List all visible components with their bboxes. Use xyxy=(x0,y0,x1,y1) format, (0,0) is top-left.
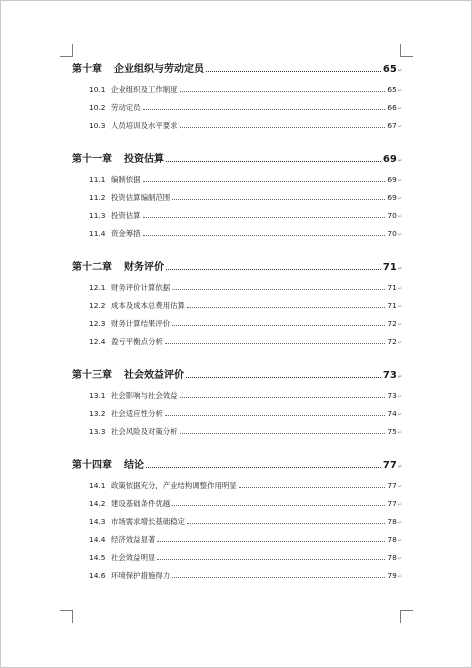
chapter-page-number: 77 xyxy=(382,460,397,471)
section-page-number: 78 xyxy=(387,535,397,544)
section-page-number: 78 xyxy=(387,517,397,526)
section-number: 12.3 xyxy=(89,319,106,328)
toc-section-entry[interactable] xyxy=(72,408,402,426)
section-title: 社会适应性分析 xyxy=(111,409,163,418)
chapter-number: 第十章 xyxy=(72,64,102,75)
dot-leader xyxy=(146,467,381,468)
toc-section-list xyxy=(72,282,402,354)
chapter-title: 企业组织与劳动定员 xyxy=(114,64,204,75)
toc-section-entry[interactable] xyxy=(72,552,402,570)
dot-leader xyxy=(143,217,386,218)
dot-leader xyxy=(187,523,385,524)
toc-section-list xyxy=(72,174,402,246)
toc-section-entry[interactable] xyxy=(72,426,402,444)
dot-leader xyxy=(180,397,386,398)
section-title: 资金筹措 xyxy=(111,229,141,238)
crop-mark-top-right xyxy=(400,44,413,57)
section-title: 财务评价计算依据 xyxy=(111,283,171,292)
section-number: 14.4 xyxy=(89,535,106,544)
paragraph-mark-icon: ↵ xyxy=(397,68,402,74)
chapter-page-number: 65 xyxy=(382,64,397,75)
section-number: 14.2 xyxy=(89,499,106,508)
dot-leader xyxy=(172,199,385,200)
paragraph-mark-icon: ↵ xyxy=(397,430,402,436)
paragraph-mark-icon: ↵ xyxy=(397,394,402,400)
crop-mark-top-left xyxy=(60,44,73,57)
section-number: 10.3 xyxy=(89,121,106,130)
section-title: 政策依据充分，产业结构调整作用明显 xyxy=(111,481,237,490)
section-title: 社会影响与社会效益 xyxy=(111,391,178,400)
section-number: 13.2 xyxy=(89,409,106,418)
toc-section-entry[interactable] xyxy=(72,498,402,516)
section-title: 社会效益明显 xyxy=(111,553,156,562)
dot-leader xyxy=(143,235,386,236)
section-page-number: 77 xyxy=(387,499,397,508)
crop-mark-bottom-left xyxy=(60,610,73,623)
section-title: 盈亏平衡点分析 xyxy=(111,337,163,346)
chapter-number: 第十三章 xyxy=(72,370,112,381)
paragraph-mark-icon: ↵ xyxy=(397,464,402,470)
toc-chapter-entry[interactable] xyxy=(72,150,402,166)
toc-section-entry[interactable] xyxy=(72,300,402,318)
section-number: 14.6 xyxy=(89,571,106,580)
section-title: 人员培训及水平要求 xyxy=(111,121,178,130)
paragraph-mark-icon: ↵ xyxy=(397,574,402,580)
section-number: 13.1 xyxy=(89,391,106,400)
table-of-contents xyxy=(72,60,402,588)
chapter-title: 结论 xyxy=(124,460,144,471)
paragraph-mark-icon: ↵ xyxy=(397,214,402,220)
chapter-page-number: 71 xyxy=(382,262,397,273)
dot-leader xyxy=(143,181,386,182)
section-page-number: 78 xyxy=(387,553,397,562)
section-title: 成本及成本总费用估算 xyxy=(111,301,185,310)
paragraph-mark-icon: ↵ xyxy=(397,196,402,202)
dot-leader xyxy=(186,377,381,378)
toc-section-entry[interactable] xyxy=(72,534,402,552)
toc-section-entry[interactable] xyxy=(72,192,402,210)
toc-section-entry[interactable] xyxy=(72,318,402,336)
paragraph-mark-icon: ↵ xyxy=(397,412,402,418)
section-page-number: 70 xyxy=(387,211,397,220)
dot-leader xyxy=(157,541,385,542)
section-number: 14.5 xyxy=(89,553,106,562)
chapter-page-number: 69 xyxy=(382,154,397,165)
toc-section-entry[interactable] xyxy=(72,480,402,498)
toc-chapter-entry[interactable] xyxy=(72,366,402,382)
section-page-number: 72 xyxy=(387,319,397,328)
toc-chapter-entry[interactable] xyxy=(72,60,402,76)
chapter-title: 投资估算 xyxy=(124,154,164,165)
section-title: 投资估算编制范围 xyxy=(111,193,171,202)
paragraph-mark-icon: ↵ xyxy=(397,106,402,112)
section-number: 11.3 xyxy=(89,211,106,220)
toc-section-entry[interactable] xyxy=(72,228,402,246)
toc-section-entry[interactable] xyxy=(72,120,402,138)
section-title: 社会风险及对策分析 xyxy=(111,427,178,436)
section-page-number: 75 xyxy=(387,427,397,436)
dot-leader xyxy=(180,127,386,128)
section-page-number: 74 xyxy=(387,409,397,418)
section-number: 11.2 xyxy=(89,193,106,202)
section-page-number: 67 xyxy=(387,121,397,130)
section-number: 14.3 xyxy=(89,517,106,526)
section-number: 12.2 xyxy=(89,301,106,310)
toc-section-entry[interactable] xyxy=(72,102,402,120)
section-title: 编制依据 xyxy=(111,175,141,184)
section-page-number: 79 xyxy=(387,571,397,580)
section-number: 10.1 xyxy=(89,85,106,94)
dot-leader xyxy=(206,71,381,72)
dot-leader xyxy=(180,433,386,434)
paragraph-mark-icon: ↵ xyxy=(397,374,402,380)
chapter-title: 社会效益评价 xyxy=(124,370,184,381)
toc-section-list xyxy=(72,84,402,138)
dot-leader xyxy=(165,415,386,416)
paragraph-mark-icon: ↵ xyxy=(397,158,402,164)
paragraph-mark-icon: ↵ xyxy=(397,124,402,130)
section-page-number: 71 xyxy=(387,283,397,292)
section-page-number: 71 xyxy=(387,301,397,310)
section-page-number: 70 xyxy=(387,229,397,238)
toc-section-entry[interactable] xyxy=(72,570,402,588)
paragraph-mark-icon: ↵ xyxy=(397,286,402,292)
section-page-number: 73 xyxy=(387,391,397,400)
dot-leader xyxy=(166,161,381,162)
toc-chapter-entry[interactable] xyxy=(72,258,402,274)
dot-leader xyxy=(143,109,386,110)
dot-leader xyxy=(157,559,385,560)
section-title: 环境保护措施得力 xyxy=(111,571,171,580)
toc-section-entry[interactable] xyxy=(72,516,402,534)
section-title: 建设基础条件优越 xyxy=(111,499,171,508)
section-number: 11.4 xyxy=(89,229,106,238)
toc-section-entry[interactable] xyxy=(72,282,402,300)
dot-leader xyxy=(180,91,386,92)
section-title: 企业组织及工作制度 xyxy=(111,85,178,94)
paragraph-mark-icon: ↵ xyxy=(397,304,402,310)
dot-leader xyxy=(172,505,385,506)
dot-leader xyxy=(172,577,385,578)
toc-section-entry[interactable] xyxy=(72,84,402,102)
toc-section-list xyxy=(72,390,402,444)
section-title: 市场需求增长基础稳定 xyxy=(111,517,185,526)
paragraph-mark-icon: ↵ xyxy=(397,266,402,272)
paragraph-mark-icon: ↵ xyxy=(397,340,402,346)
paragraph-mark-icon: ↵ xyxy=(397,502,402,508)
chapter-number: 第十一章 xyxy=(72,154,112,165)
chapter-number: 第十二章 xyxy=(72,262,112,273)
paragraph-mark-icon: ↵ xyxy=(397,178,402,184)
toc-chapter-entry[interactable] xyxy=(72,456,402,472)
section-title: 经济效益显著 xyxy=(111,535,156,544)
paragraph-mark-icon: ↵ xyxy=(397,556,402,562)
section-page-number: 72 xyxy=(387,337,397,346)
section-page-number: 77 xyxy=(387,481,397,490)
chapter-page-number: 73 xyxy=(382,370,397,381)
section-page-number: 69 xyxy=(387,175,397,184)
dot-leader xyxy=(172,325,385,326)
toc-section-entry[interactable] xyxy=(72,210,402,228)
paragraph-mark-icon: ↵ xyxy=(397,538,402,544)
section-number: 12.4 xyxy=(89,337,106,346)
dot-leader xyxy=(239,487,386,488)
section-page-number: 69 xyxy=(387,193,397,202)
chapter-number: 第十四章 xyxy=(72,460,112,471)
dot-leader xyxy=(187,307,385,308)
section-title: 投资估算 xyxy=(111,211,141,220)
paragraph-mark-icon: ↵ xyxy=(397,232,402,238)
toc-section-entry[interactable] xyxy=(72,336,402,354)
crop-mark-bottom-right xyxy=(400,610,413,623)
toc-section-list xyxy=(72,480,402,588)
section-number: 10.2 xyxy=(89,103,106,112)
section-number: 14.1 xyxy=(89,481,106,490)
dot-leader xyxy=(166,269,381,270)
section-number: 11.1 xyxy=(89,175,106,184)
dot-leader xyxy=(165,343,386,344)
section-number: 12.1 xyxy=(89,283,106,292)
section-number: 13.3 xyxy=(89,427,106,436)
chapter-title: 财务评价 xyxy=(124,262,164,273)
section-title: 财务计算结果评价 xyxy=(111,319,171,328)
toc-section-entry[interactable] xyxy=(72,174,402,192)
paragraph-mark-icon: ↵ xyxy=(397,484,402,490)
toc-section-entry[interactable] xyxy=(72,390,402,408)
section-page-number: 65 xyxy=(387,85,397,94)
section-title: 劳动定员 xyxy=(111,103,141,112)
paragraph-mark-icon: ↵ xyxy=(397,520,402,526)
paragraph-mark-icon: ↵ xyxy=(397,88,402,94)
paragraph-mark-icon: ↵ xyxy=(397,322,402,328)
section-page-number: 66 xyxy=(387,103,397,112)
dot-leader xyxy=(172,289,385,290)
